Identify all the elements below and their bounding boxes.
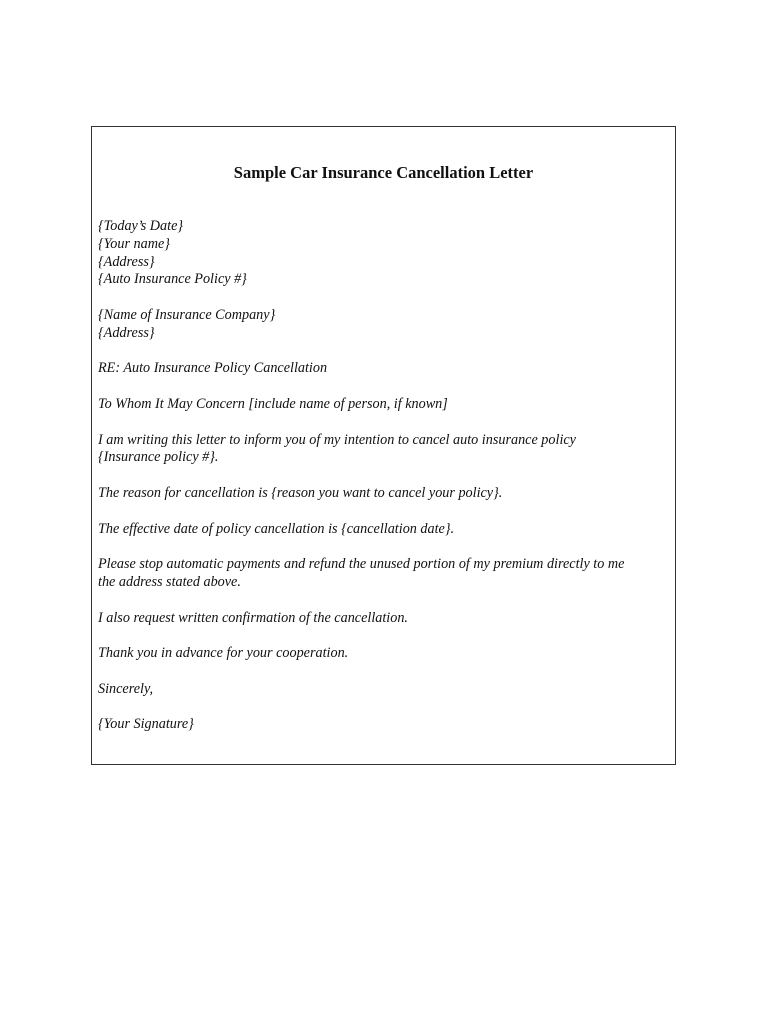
- recipient-company: {Name of Insurance Company}: [98, 306, 276, 323]
- letter-title: Sample Car Insurance Cancellation Letter: [233, 163, 534, 182]
- paragraph-intent-line-2: {Insurance policy #}.: [98, 449, 219, 466]
- paragraph-reason: [98, 485, 670, 503]
- recipient-block: [98, 307, 670, 343]
- signature-text: {Your Signature}: [98, 716, 194, 733]
- paragraph-intent: [98, 432, 670, 468]
- letter-body: [98, 218, 670, 752]
- subject-line: [98, 360, 670, 378]
- subject-text: RE: Auto Insurance Policy Cancellation: [98, 360, 328, 377]
- signature: [98, 716, 670, 734]
- sender-policy-number: {Auto Insurance Policy #}: [98, 271, 247, 288]
- paragraph-refund-line-1: Please stop automatic payments and refund the unused portion of my premium directly to me: [98, 556, 625, 573]
- sender-address: {Address}: [98, 253, 155, 270]
- salutation: [98, 396, 670, 414]
- paragraph-thanks-text: Thank you in advance for your cooperation.: [98, 645, 349, 662]
- paragraph-thanks: [98, 645, 670, 663]
- paragraph-intent-line-1: I am writing this letter to inform you of my intention to cancel auto insurance policy: [98, 431, 576, 448]
- salutation-text: To Whom It May Concern [include name of person, if known]: [98, 395, 448, 412]
- closing: [98, 681, 670, 699]
- recipient-address: {Address}: [98, 324, 155, 341]
- sender-date: {Today’s Date}: [98, 218, 184, 234]
- paragraph-effective-date: [98, 521, 670, 539]
- letter-document: [91, 126, 676, 765]
- sender-block: [98, 218, 670, 289]
- paragraph-confirmation-text: I also request written confirmation of the cancellation.: [98, 609, 408, 626]
- paragraph-refund-line-2: the address stated above.: [98, 573, 241, 590]
- paragraph-refund: [98, 556, 670, 592]
- closing-text: Sincerely,: [98, 680, 154, 697]
- sender-name: {Your name}: [98, 235, 170, 252]
- paragraph-reason-text: The reason for cancellation is {reason you want to cancel your policy}.: [98, 484, 503, 501]
- paragraph-confirmation: [98, 610, 670, 628]
- paragraph-effective-date-text: The effective date of policy cancellation is {cancellation date}.: [98, 520, 455, 537]
